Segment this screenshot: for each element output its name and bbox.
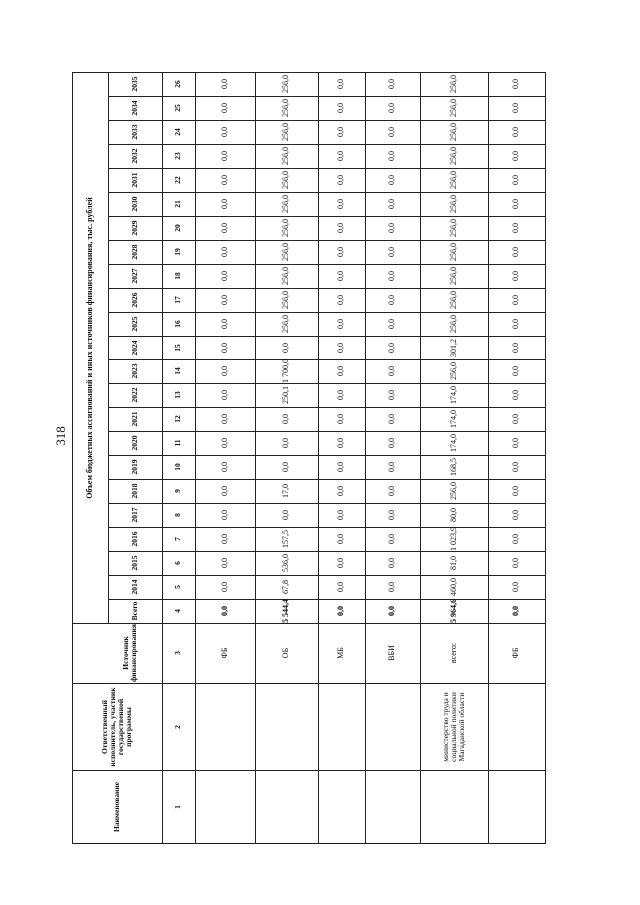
row-value: 0,0 <box>510 558 520 569</box>
row-value: 0,0 <box>335 318 345 329</box>
row-value: 0,0 <box>280 438 290 449</box>
year-header-2030: 2030 <box>129 196 139 212</box>
year-header-2027: 2027 <box>129 268 139 284</box>
row-value: 0,0 <box>219 462 229 473</box>
grid-line-v <box>108 72 109 623</box>
row-value: 0,0 <box>335 126 345 137</box>
row-value: 0,0 <box>386 486 396 497</box>
row-value: 1 700,0 <box>280 359 290 384</box>
year-header-2024: 2024 <box>129 340 139 355</box>
source-header: Источник финансирования <box>120 624 138 682</box>
column-number: 15 <box>172 343 182 352</box>
row-value: 0,0 <box>219 78 229 89</box>
column-number: 22 <box>172 176 182 184</box>
row-value: 17,0 <box>280 484 290 499</box>
row-value: 0,0 <box>510 510 520 521</box>
row-value: 0,0 <box>386 558 396 569</box>
row-value: 0,0 <box>219 510 229 521</box>
row-value: 0,0 <box>510 174 520 185</box>
year-header-2031: 2031 <box>129 172 139 188</box>
row-value: 0,0 <box>219 558 229 569</box>
row-value: 0,0 <box>510 246 520 257</box>
row-value: 0,0 <box>335 174 345 185</box>
row-value: 81,0 <box>448 556 458 571</box>
row-value: 256,0 <box>280 98 290 117</box>
column-number: 6 <box>172 561 182 565</box>
year-header-2022: 2022 <box>129 387 139 403</box>
row-value: 256,0 <box>448 242 458 261</box>
row-value: 536,0 <box>280 554 290 573</box>
row-value: 67,8 <box>280 580 290 595</box>
column-number: 26 <box>172 80 182 88</box>
row-value: 0,0 <box>386 414 396 425</box>
row-value: 0,0 <box>335 582 345 593</box>
row-value: 256,0 <box>280 314 290 333</box>
grid-line-v <box>195 72 196 843</box>
row-value: 0,0 <box>510 270 520 281</box>
row-value: 0,0 <box>335 198 345 209</box>
row-value: 0,0 <box>386 78 396 89</box>
row-value: 0,0 <box>386 438 396 449</box>
row-value: 0,0 <box>219 102 229 113</box>
year-header-2018: 2018 <box>129 483 139 499</box>
column-number: 19 <box>172 247 182 256</box>
column-number: 7 <box>172 537 182 542</box>
row-value: 0,0 <box>280 414 290 425</box>
row-value: 0,0 <box>386 174 396 185</box>
year-header-2032: 2032 <box>129 148 139 164</box>
row-value: 0,0 <box>219 294 229 305</box>
row-value: 0,0 <box>510 438 520 449</box>
row-value: 256,0 <box>448 218 458 237</box>
row-value: 256,0 <box>448 98 458 117</box>
column-number: 3 <box>172 651 182 655</box>
row-value: 0,0 <box>510 126 520 137</box>
year-header-2019: 2019 <box>129 459 139 475</box>
page-number: 318 <box>52 426 68 446</box>
row-value: 0,0 <box>280 342 290 353</box>
row-value: 256,0 <box>280 170 290 189</box>
year-header-2028: 2028 <box>129 244 139 260</box>
column-number: 10 <box>172 463 182 472</box>
year-header-2026: 2026 <box>129 292 139 308</box>
row-value: 0,0 <box>510 390 520 401</box>
row-value: 0,0 <box>335 366 345 377</box>
column-number: 20 <box>172 223 182 232</box>
row-executor: министерство труда и социальной политики Магаданской области <box>440 691 467 762</box>
year-header-2020: 2020 <box>129 435 139 451</box>
row-source: ВБИ <box>386 645 396 661</box>
row-value: 256,0 <box>448 290 458 309</box>
row-value: 0,0 <box>386 342 396 353</box>
row-value: 0,0 <box>219 150 229 161</box>
row-value: 0,0 <box>219 414 229 425</box>
column-number: 9 <box>172 489 182 494</box>
row-value: 0,0 <box>510 534 520 545</box>
row-value: 174,0 <box>448 410 458 429</box>
column-number: 24 <box>172 128 182 136</box>
column-number: 11 <box>172 439 182 447</box>
row-total: 0,0 <box>219 606 229 617</box>
year-header-2015: 2015 <box>129 555 139 571</box>
row-value: 157,5 <box>280 530 290 549</box>
row-value: 0,0 <box>386 366 396 377</box>
row-value: 301,2 <box>448 338 458 357</box>
row-value: 174,0 <box>448 434 458 453</box>
column-number: 23 <box>172 152 182 160</box>
row-value: 0,0 <box>219 534 229 545</box>
column-number: 18 <box>172 271 182 280</box>
grid-line-h <box>108 623 545 624</box>
row-value: 256,0 <box>280 266 290 285</box>
row-value: 0,0 <box>335 510 345 521</box>
row-value: 0,0 <box>219 582 229 593</box>
row-value: 0,0 <box>335 222 345 233</box>
table-border-bottom <box>72 843 546 844</box>
row-total: 0,0 <box>386 606 396 617</box>
row-value: 0,0 <box>219 126 229 137</box>
column-number: 8 <box>172 513 182 518</box>
row-value: 0,0 <box>335 102 345 113</box>
year-header-2021: 2021 <box>129 411 139 427</box>
executor-header: Ответственный исполнитель, участник государственной программы <box>99 686 134 767</box>
row-value: 0,0 <box>219 366 229 377</box>
year-header-2016: 2016 <box>129 531 139 547</box>
row-value: 0,0 <box>386 198 396 209</box>
row-total: 0,0 <box>510 606 520 617</box>
row-value: 0,0 <box>386 582 396 593</box>
row-source: ОБ <box>280 647 290 659</box>
row-value: 0,0 <box>386 462 396 473</box>
row-value: 256,0 <box>280 194 290 213</box>
row-value: 0,0 <box>386 390 396 401</box>
row-value: 0,0 <box>335 150 345 161</box>
row-value: 0,0 <box>510 318 520 329</box>
budget-title: Объем бюджетных ассигнований и иных источников финансирования, тыс. рублей <box>84 196 94 499</box>
row-value: 0,0 <box>510 294 520 305</box>
row-value: 0,0 <box>386 222 396 233</box>
row-value: 0,0 <box>510 462 520 473</box>
row-value: 0,0 <box>386 294 396 305</box>
row-value: 256,0 <box>448 146 458 165</box>
column-number: 21 <box>172 200 182 208</box>
row-value: 0,0 <box>219 270 229 281</box>
row-value: 256,0 <box>280 74 290 93</box>
row-value: 0,0 <box>219 246 229 257</box>
column-number: 2 <box>172 724 182 729</box>
row-value: 256,0 <box>280 218 290 237</box>
column-number: 25 <box>172 104 182 112</box>
row-value: 168,5 <box>448 458 458 477</box>
row-source: ФБ <box>219 647 229 659</box>
row-value: 80,0 <box>448 508 458 523</box>
row-value: 256,0 <box>448 194 458 213</box>
row-value: 0,0 <box>510 366 520 377</box>
grid-line-v <box>162 72 163 843</box>
table-border-right <box>545 72 546 844</box>
row-value: 0,0 <box>386 318 396 329</box>
row-value: 0,0 <box>335 78 345 89</box>
grid-line-h <box>72 683 545 684</box>
year-header-2033: 2033 <box>129 124 139 140</box>
year-header-2014: 2014 <box>129 579 139 595</box>
name-header: Наименование <box>111 781 121 832</box>
row-value: 0,0 <box>219 222 229 233</box>
row-value: 0,0 <box>219 438 229 449</box>
year-header-2035: 2035 <box>129 76 139 92</box>
grid-line-h <box>72 770 545 771</box>
year-header-2034: 2034 <box>129 100 139 116</box>
row-value: 0,0 <box>335 246 345 257</box>
row-value: 0,0 <box>386 102 396 113</box>
row-value: 0,0 <box>386 270 396 281</box>
year-header-2017: 2017 <box>129 507 139 523</box>
grid-line-v <box>255 72 256 843</box>
row-value: 0,0 <box>510 222 520 233</box>
row-value: 0,0 <box>386 246 396 257</box>
row-source: всего: <box>448 642 458 664</box>
row-value: 0,0 <box>335 486 345 497</box>
column-number: 4 <box>172 609 182 613</box>
row-value: 0,0 <box>219 318 229 329</box>
row-value: 0,0 <box>335 558 345 569</box>
row-total: 5 964,6 <box>448 599 458 624</box>
grid-line-v <box>488 72 489 843</box>
year-header-2023: 2023 <box>129 363 139 379</box>
row-value: 0,0 <box>510 342 520 353</box>
column-number: 16 <box>172 319 182 328</box>
row-value: 256,0 <box>280 290 290 309</box>
row-value: 0,0 <box>510 486 520 497</box>
row-value: 0,0 <box>280 510 290 521</box>
row-value: 256,0 <box>280 122 290 141</box>
row-source: МБ <box>335 647 345 659</box>
column-number: 1 <box>172 804 182 809</box>
row-value: 0,0 <box>280 462 290 473</box>
row-value: 0,0 <box>510 150 520 161</box>
row-value: 0,0 <box>335 534 345 545</box>
row-value: 256,0 <box>448 362 458 381</box>
row-value: 256,0 <box>280 242 290 261</box>
row-value: 0,0 <box>386 510 396 521</box>
row-value: 0,0 <box>386 126 396 137</box>
row-value: 256,0 <box>448 482 458 501</box>
row-value: 0,0 <box>219 198 229 209</box>
row-value: 0,0 <box>335 414 345 425</box>
grid-line-v <box>365 72 366 843</box>
row-value: 250,1 <box>280 386 290 405</box>
row-value: 256,0 <box>448 122 458 141</box>
column-number: 14 <box>172 367 182 376</box>
row-value: 0,0 <box>386 534 396 545</box>
row-total: 0,0 <box>335 606 345 617</box>
row-value: 174,0 <box>448 386 458 405</box>
row-value: 256,0 <box>448 74 458 93</box>
row-value: 0,0 <box>219 390 229 401</box>
grid-line-v <box>318 72 319 843</box>
row-value: 256,0 <box>448 170 458 189</box>
grid-line-v <box>420 72 421 843</box>
row-value: 0,0 <box>510 582 520 593</box>
column-number: 5 <box>172 585 182 589</box>
row-total: 5 544,4 <box>280 599 290 624</box>
row-source: ФБ <box>510 647 520 659</box>
row-value: 0,0 <box>219 486 229 497</box>
row-value: 0,0 <box>335 342 345 353</box>
row-value: 0,0 <box>335 438 345 449</box>
row-value: 460,0 <box>448 578 458 597</box>
row-value: 0,0 <box>510 78 520 89</box>
row-value: 0,0 <box>510 414 520 425</box>
row-value: 256,0 <box>448 314 458 333</box>
row-value: 0,0 <box>510 198 520 209</box>
column-number: 13 <box>172 391 182 400</box>
row-value: 1 023,9 <box>448 527 458 552</box>
year-header-2025: 2025 <box>129 316 139 332</box>
row-value: 0,0 <box>219 174 229 185</box>
row-value: 0,0 <box>335 294 345 305</box>
row-value: 0,0 <box>510 102 520 113</box>
total-header: Всего <box>129 601 139 621</box>
row-value: 0,0 <box>335 390 345 401</box>
column-number: 12 <box>172 415 182 424</box>
year-header-2029: 2029 <box>129 220 139 236</box>
row-value: 0,0 <box>386 150 396 161</box>
row-value: 0,0 <box>335 462 345 473</box>
column-number: 17 <box>172 295 182 304</box>
row-value: 256,0 <box>280 146 290 165</box>
row-value: 0,0 <box>219 342 229 353</box>
row-value: 0,0 <box>335 270 345 281</box>
row-value: 256,0 <box>448 266 458 285</box>
